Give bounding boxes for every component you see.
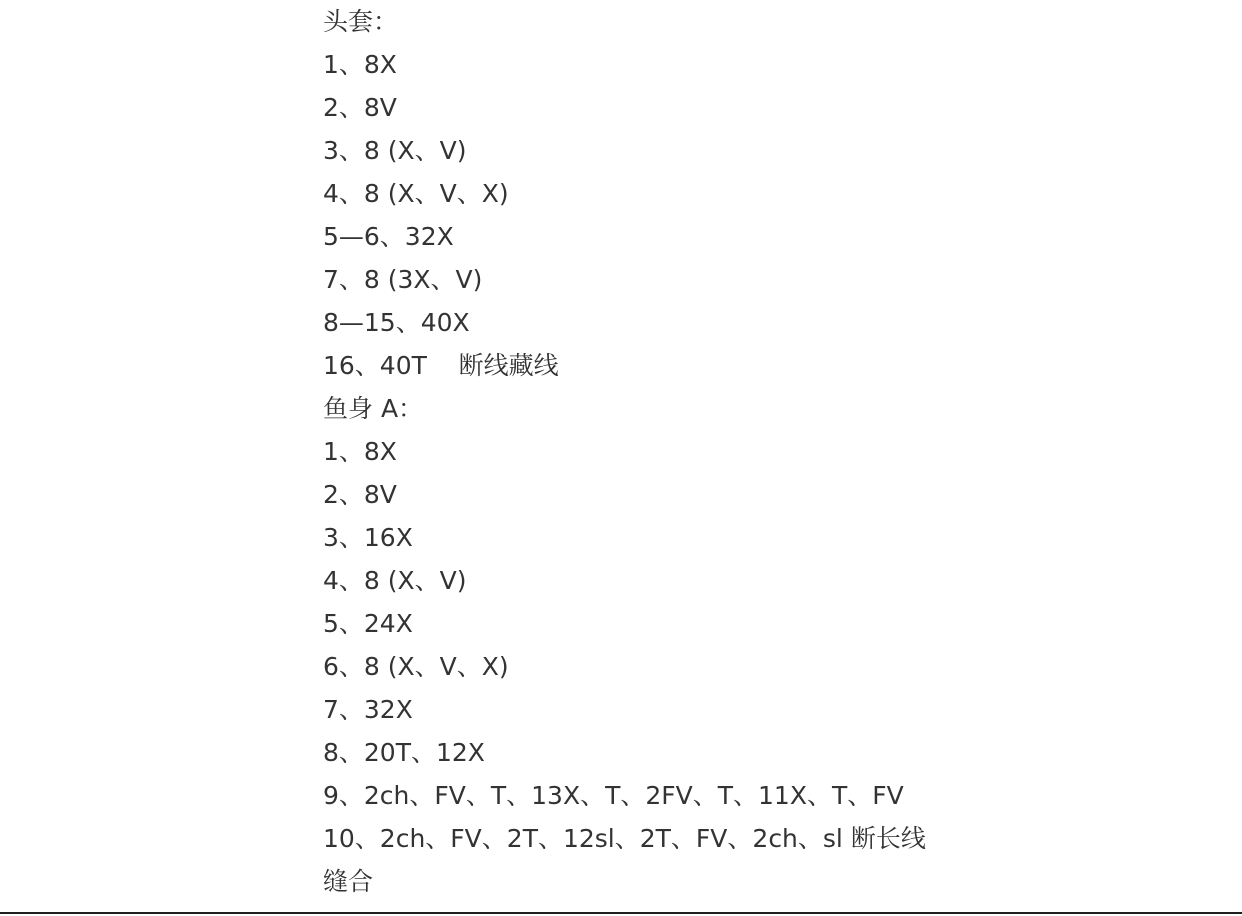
text-line: 8、20T、12X (323, 738, 485, 767)
text-line: 1、8X (323, 437, 397, 466)
text-line: 7、32X (323, 695, 413, 724)
text-line: 5、24X (323, 609, 413, 638)
section-heading-headcover: 头套： (323, 7, 399, 36)
text-line: 3、8 (X、V) (323, 136, 467, 165)
text-line: 2、8V (323, 93, 397, 122)
text-line: 缝合 (323, 867, 374, 896)
text-line: 4、8 (X、V、X) (323, 179, 509, 208)
text-line: 2、8V (323, 480, 397, 509)
text-line: 1、8X (323, 50, 397, 79)
text-line: 10、2ch、FV、2T、12sl、2T、FV、2ch、sl 断长线 (323, 824, 926, 853)
text-line: 3、16X (323, 523, 413, 552)
text-line: 5—6、32X (323, 222, 454, 251)
text-line: 16、40T 断线藏线 (323, 351, 559, 380)
section-heading-fish-body-a: 鱼身 A： (323, 394, 424, 423)
text-line: 4、8 (X、V) (323, 566, 467, 595)
document-body (323, 0, 1223, 903)
bottom-divider (0, 912, 1242, 914)
text-line: 9、2ch、FV、T、13X、T、2FV、T、11X、T、FV (323, 781, 904, 810)
text-line: 7、8 (3X、V) (323, 265, 483, 294)
text-line: 8—15、40X (323, 308, 470, 337)
text-line: 6、8 (X、V、X) (323, 652, 509, 681)
